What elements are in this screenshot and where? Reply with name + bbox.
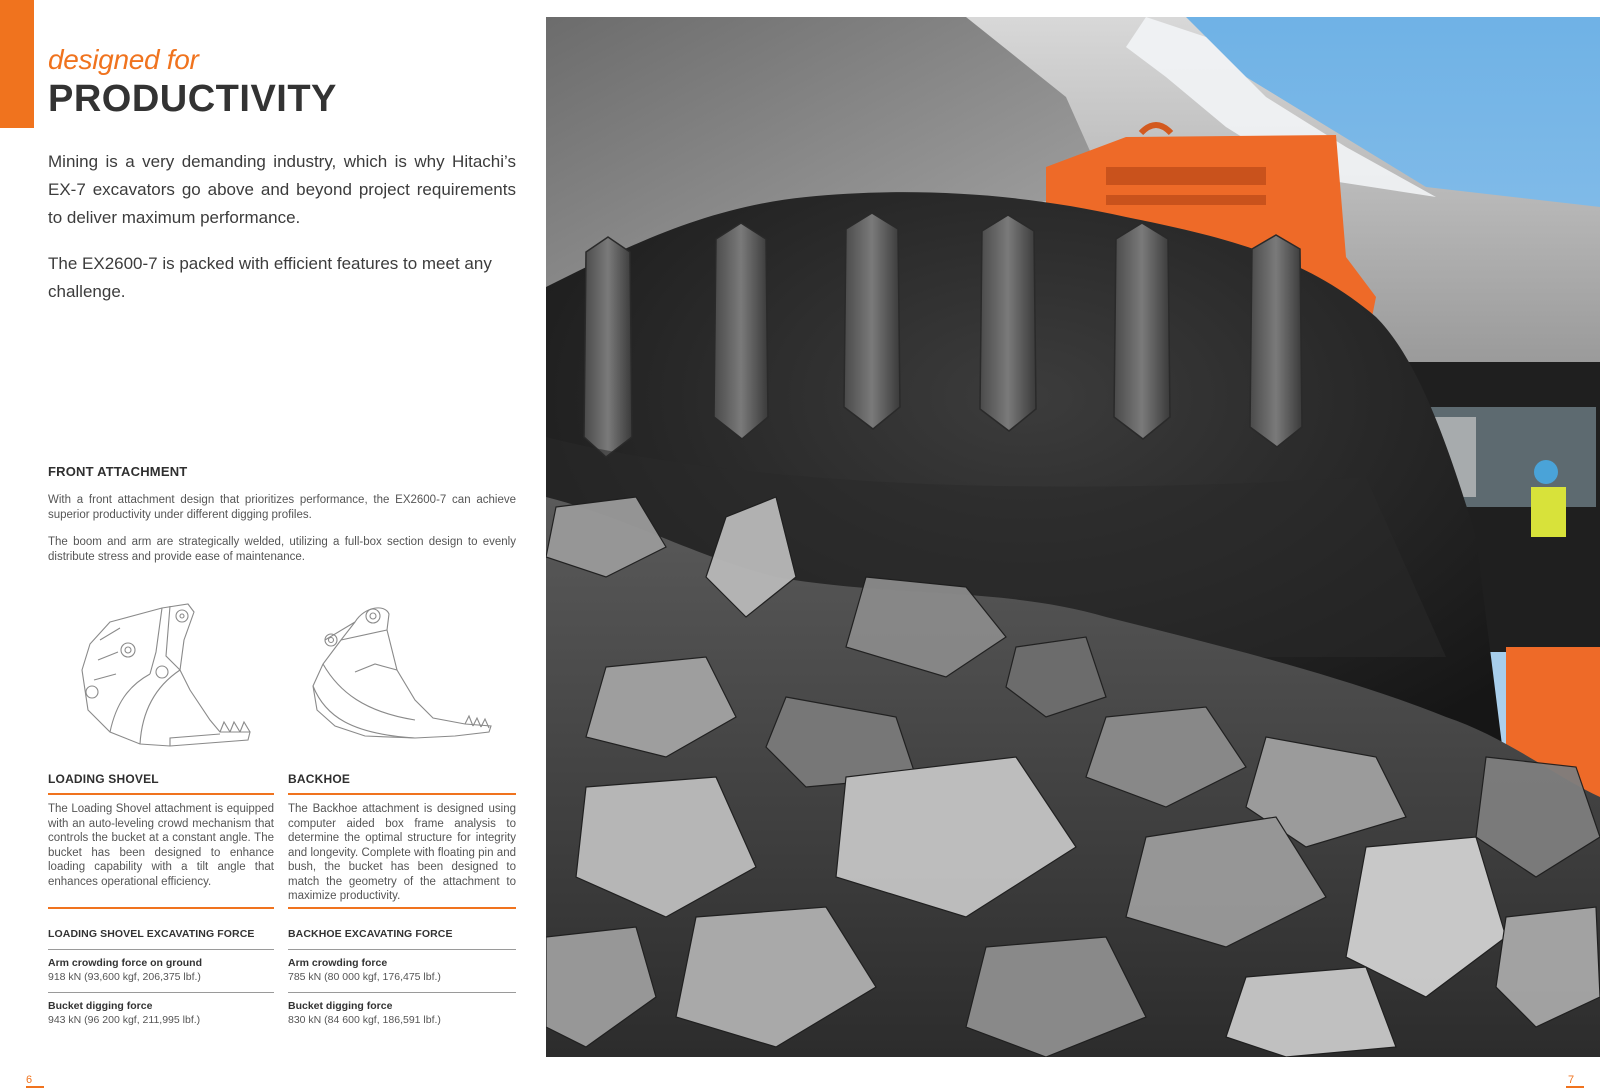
loading-shovel-rule-2: [48, 907, 274, 909]
loading-shovel-spec1-label: Arm crowding force on ground: [48, 957, 202, 969]
loading-shovel-rule: [48, 793, 274, 795]
backhoe-divider-1: [288, 949, 516, 950]
title-kicker: designed for: [48, 44, 199, 75]
loading-shovel-divider-2: [48, 992, 274, 993]
front-attachment-heading: FRONT ATTACHMENT: [48, 464, 188, 479]
intro-paragraph-1: Mining is a very demanding industry, which is why Hitachi’s EX-7 excavators go above and beyond project requirements to deliver maximum performance.: [48, 152, 516, 227]
loading-shovel-heading: LOADING SHOVEL: [48, 772, 159, 786]
page-number-right: 7: [1568, 1074, 1575, 1086]
backhoe-divider-2: [288, 992, 516, 993]
loading-shovel-text: The Loading Shovel attachment is equipped with an auto-leveling crowd mechanism that controls the bucket at a constant angle. The bucket has been designed to enhance loading capability with a tilt angle that enhances operational efficiency.: [48, 803, 274, 888]
loading-shovel-divider-1: [48, 949, 274, 950]
backhoe-spec1-label: Arm crowding force: [288, 957, 388, 969]
intro-paragraph-2: The EX2600-7 is packed with efficient features to meet any challenge.: [48, 254, 492, 301]
loading-shovel-spec2-value: 943 kN (96 200 kgf, 211,995 lbf.): [48, 1014, 201, 1026]
page-number-left: 6: [26, 1074, 33, 1086]
loading-shovel-force-heading: LOADING SHOVEL EXCAVATING FORCE: [48, 928, 255, 940]
loading-shovel-spec2-label: Bucket digging force: [48, 1000, 153, 1012]
loading-shovel-drawing: [70, 600, 260, 760]
page-title: PRODUCTIVITY: [48, 78, 337, 120]
front-attachment-paragraph-2: The boom and arm are strategically welded, utilizing a full-box section design to evenly distribute stress and provide ease of maintenance.: [48, 536, 516, 563]
backhoe-drawing: [305, 600, 495, 760]
backhoe-force-heading: BACKHOE EXCAVATING FORCE: [288, 928, 453, 940]
backhoe-spec1-value: 785 kN (80 000 kgf, 176,475 lbf.): [288, 971, 441, 983]
page-number-right-rule: [1566, 1086, 1584, 1088]
orange-accent-bar: [0, 0, 34, 128]
page-number-left-rule: [26, 1086, 44, 1088]
backhoe-spec2-label: Bucket digging force: [288, 1000, 393, 1012]
backhoe-rule-2: [288, 907, 516, 909]
backhoe-spec2-value: 830 kN (84 600 kgf, 186,591 lbf.): [288, 1014, 441, 1026]
loading-shovel-spec1-value: 918 kN (93,600 kgf, 206,375 lbf.): [48, 971, 201, 983]
backhoe-rule: [288, 793, 516, 795]
excavator-bucket-photo: [546, 17, 1600, 1057]
front-attachment-paragraph-1: With a front attachment design that prioritizes performance, the EX2600-7 can achieve superior productivity under different digging profiles.: [48, 494, 516, 521]
backhoe-text: The Backhoe attachment is designed using computer aided box frame analysis to determine the optimal structure for integrity and longevity. Complete with floating pin and bush, the bucket has been designed to match the geometry of the attachment to maximize productivity.: [288, 803, 516, 902]
backhoe-heading: BACKHOE: [288, 772, 351, 786]
